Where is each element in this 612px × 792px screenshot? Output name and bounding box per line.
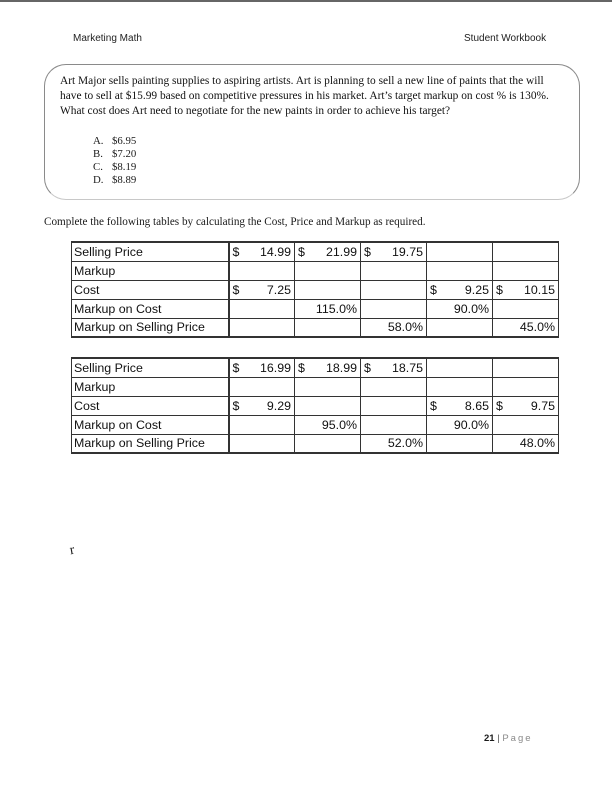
row-label: Selling Price [72, 358, 229, 377]
page-number: 21 [484, 733, 495, 744]
choice-value: $8.19 [112, 161, 137, 173]
table-cell [295, 261, 361, 280]
row-label: Markup on Cost [72, 299, 229, 318]
table-cell [295, 377, 361, 396]
table-cell [229, 261, 295, 280]
choice-b [93, 148, 136, 161]
table-cell [229, 415, 295, 434]
currency-symbol: $ [496, 398, 503, 413]
table-cell [361, 396, 427, 415]
table-cell [427, 377, 493, 396]
table-row [72, 261, 559, 280]
table-row [72, 377, 559, 396]
choice-a [93, 135, 136, 148]
question-text: Art Major sells painting supplies to aspiring artists. Art is planning to sell a new line of paints that the will have to sell at $15.99 based on competitive pressures in his market. Art’s target markup on cost % is 130%. What cost does Art need to negotiate for the new paints in order to achieve his target? [60, 75, 549, 117]
cell-value: 18.99 [325, 360, 357, 375]
table-cell [295, 396, 361, 415]
table-cell [427, 396, 493, 415]
choice-letter: D. [93, 174, 104, 186]
table-cell [493, 318, 559, 337]
cell-value: 95.0% [321, 417, 357, 432]
table-row [72, 396, 559, 415]
cell-value: 58.0% [387, 320, 423, 335]
currency-symbol: $ [232, 282, 240, 297]
table-cell [427, 415, 493, 434]
table-cell [295, 280, 361, 299]
row-label: Markup on Selling Price [72, 318, 229, 337]
cell-value: 115.0% [315, 301, 357, 316]
cell-value: 18.75 [391, 360, 423, 375]
table-cell [361, 318, 427, 337]
cell-value: 14.99 [259, 244, 291, 259]
markup-table-1 [71, 241, 559, 338]
cell-value: 9.25 [464, 282, 489, 297]
currency-symbol: $ [232, 244, 240, 259]
cell-value: 90.0% [453, 301, 489, 316]
currency-symbol: $ [496, 282, 503, 297]
table-cell [295, 415, 361, 434]
table-cell [427, 242, 493, 261]
table-cell [361, 358, 427, 377]
markup-table-2 [71, 357, 559, 454]
cell-value: 48.0% [519, 436, 555, 451]
table-cell [493, 280, 559, 299]
table-cell [493, 358, 559, 377]
table-cell [229, 377, 295, 396]
top-border-line [0, 0, 612, 2]
table-cell [427, 280, 493, 299]
table-cell [229, 358, 295, 377]
choice-d [93, 174, 136, 187]
table-cell [493, 261, 559, 280]
cell-value: 45.0% [519, 320, 555, 335]
table-cell [427, 261, 493, 280]
currency-symbol: $ [232, 398, 240, 413]
table-row [72, 318, 559, 337]
answer-choices [93, 135, 136, 187]
table-cell [361, 261, 427, 280]
currency-symbol: $ [430, 398, 437, 413]
table-cell [361, 299, 427, 318]
table-row [72, 415, 559, 434]
table-cell [229, 396, 295, 415]
table-cell [229, 242, 295, 261]
table-row [72, 280, 559, 299]
choice-letter: C. [93, 161, 103, 173]
table-cell [493, 299, 559, 318]
table-cell [361, 377, 427, 396]
cell-value: 21.99 [325, 244, 357, 259]
currency-symbol: $ [430, 282, 437, 297]
table-cell [427, 358, 493, 377]
table-cell [361, 434, 427, 453]
table-row [72, 434, 559, 453]
table-row [72, 299, 559, 318]
cell-value: 8.65 [464, 398, 489, 413]
header-course-title: Marketing Math [73, 33, 142, 44]
table-row [72, 358, 559, 377]
instructions: Complete the following tables by calculating the Cost, Price and Markup as required. [44, 216, 426, 228]
row-label: Selling Price [72, 242, 229, 261]
choice-letter: A. [93, 135, 104, 147]
cell-value: 7.25 [266, 282, 291, 297]
table-cell [229, 280, 295, 299]
cell-value: 19.75 [391, 244, 423, 259]
row-label: Markup on Cost [72, 415, 229, 434]
choice-value: $8.89 [112, 174, 137, 186]
table-cell [229, 318, 295, 337]
row-label: Markup [72, 261, 229, 280]
table-cell [493, 396, 559, 415]
table-cell [229, 299, 295, 318]
currency-symbol: $ [298, 244, 305, 259]
table-cell [295, 299, 361, 318]
row-label: Markup on Selling Price [72, 434, 229, 453]
table-cell [361, 415, 427, 434]
currency-symbol: $ [364, 244, 371, 259]
table-cell [361, 280, 427, 299]
row-label: Markup [72, 377, 229, 396]
table-cell [493, 242, 559, 261]
table-cell [361, 242, 427, 261]
row-label: Cost [72, 396, 229, 415]
cell-value: 10.15 [523, 282, 555, 297]
footer-separator: | [497, 733, 500, 744]
cell-value: 9.29 [266, 398, 291, 413]
header-workbook-title: Student Workbook [464, 33, 547, 44]
table-cell [229, 434, 295, 453]
row-label: Cost [72, 280, 229, 299]
table-row [72, 242, 559, 261]
table-cell [493, 415, 559, 434]
table-cell [295, 318, 361, 337]
currency-symbol: $ [364, 360, 371, 375]
cell-value: 9.75 [530, 398, 555, 413]
cell-value: 16.99 [259, 360, 291, 375]
currency-symbol: $ [298, 360, 305, 375]
table-cell [295, 434, 361, 453]
page-word: Page [502, 733, 533, 744]
table-cell [427, 318, 493, 337]
page-footer [484, 733, 533, 744]
choice-value: $6.95 [112, 135, 137, 147]
cell-value: 52.0% [387, 436, 423, 451]
table-cell [493, 434, 559, 453]
currency-symbol: $ [232, 360, 240, 375]
choice-c [93, 161, 136, 174]
table-cell [295, 358, 361, 377]
stray-pen-mark: r [68, 542, 76, 559]
choice-letter: B. [93, 148, 103, 160]
table-cell [427, 434, 493, 453]
table-cell [493, 377, 559, 396]
cell-value: 90.0% [453, 417, 489, 432]
choice-value: $7.20 [112, 148, 137, 160]
table-cell [427, 299, 493, 318]
table-cell [295, 242, 361, 261]
